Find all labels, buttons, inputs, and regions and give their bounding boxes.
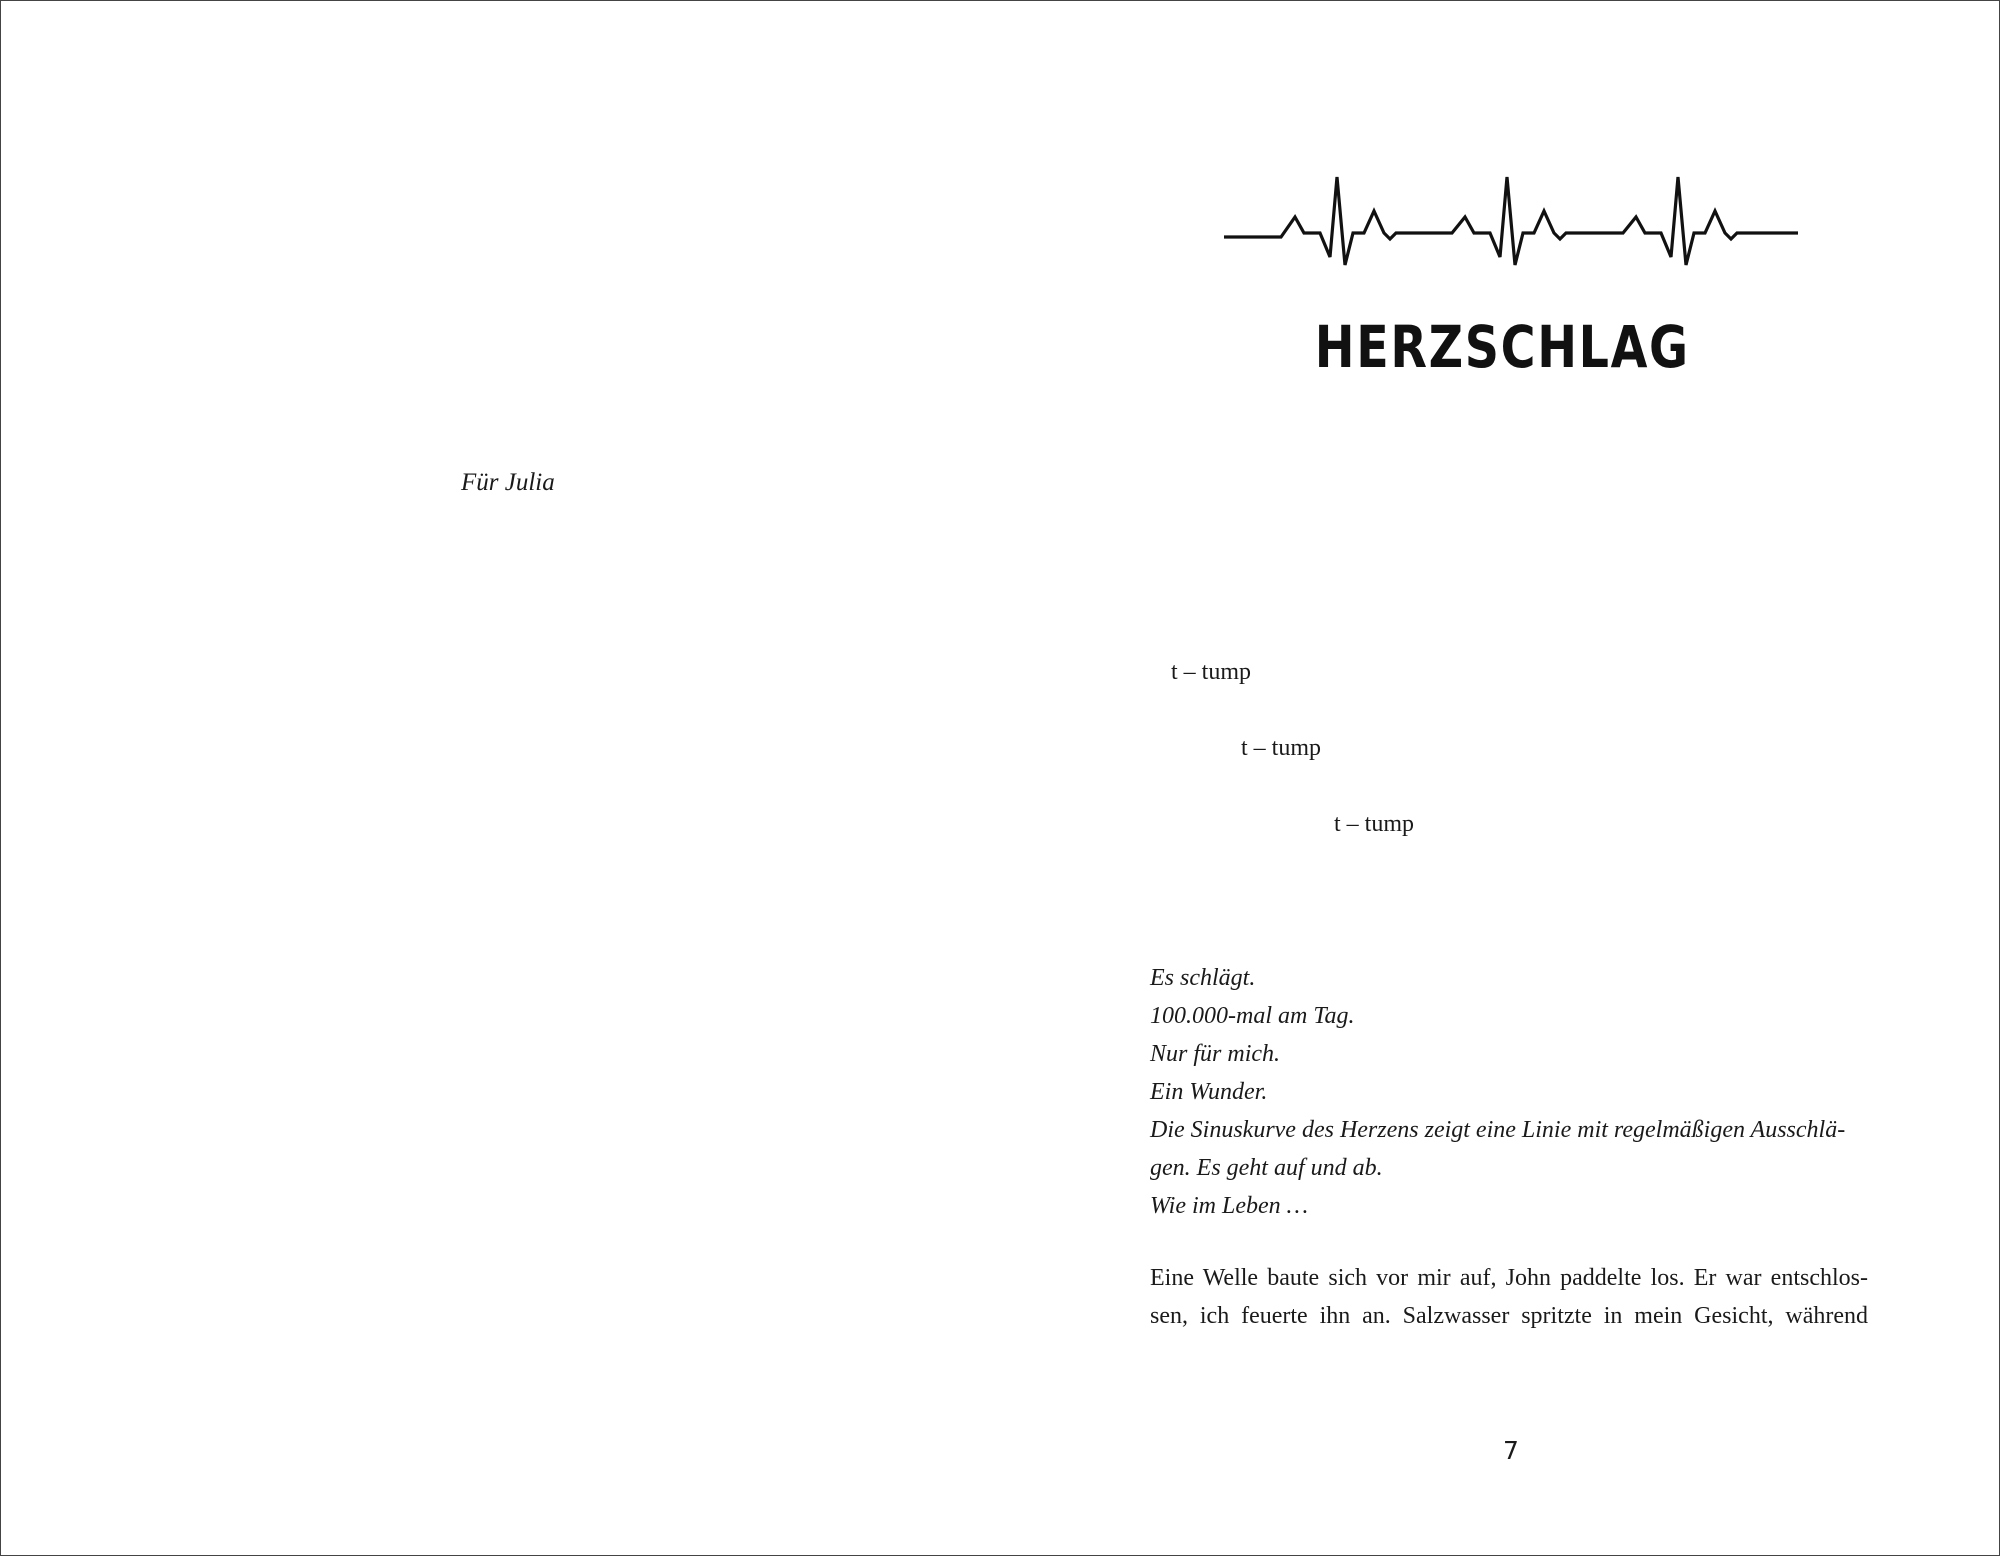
verse-block xyxy=(1150,959,1870,1225)
heartbeat-sound-3: t – tump xyxy=(1334,811,1415,837)
prose-line: sen, ich feuerte ihn an. Salzwasser spritzte in mein Gesicht, während xyxy=(1150,1303,1868,1329)
verse-line: Ein Wunder. xyxy=(1150,1079,1268,1105)
verse-line: Die Sinuskurve des Herzens zeigt eine Linie mit regelmäßigen Ausschlä- xyxy=(1150,1117,1846,1143)
heartbeat-sound-2: t – tump xyxy=(1241,735,1322,761)
verse-line: 100.000-mal am Tag. xyxy=(1150,1003,1355,1029)
prose-paragraph xyxy=(1150,1259,1868,1335)
heartbeat-sound-1: t – tump xyxy=(1171,659,1252,685)
prose-line: Eine Welle baute sich vor mir auf, John paddelte los. Er war entschlos- xyxy=(1150,1265,1868,1291)
verse-line: Nur für mich. xyxy=(1150,1041,1281,1067)
ekg-heartbeat-line-icon xyxy=(1224,171,1798,271)
chapter-title: HERZSCHLAG xyxy=(1314,313,1690,381)
verse-line: Es schlägt. xyxy=(1150,965,1256,991)
right-page xyxy=(1001,1,1999,1555)
page-number: 7 xyxy=(1503,1436,1519,1465)
dedication: Für Julia xyxy=(461,469,555,496)
left-page xyxy=(1,1,1001,1555)
verse-line: Wie im Leben … xyxy=(1150,1193,1308,1219)
verse-line: gen. Es geht auf und ab. xyxy=(1150,1155,1383,1181)
